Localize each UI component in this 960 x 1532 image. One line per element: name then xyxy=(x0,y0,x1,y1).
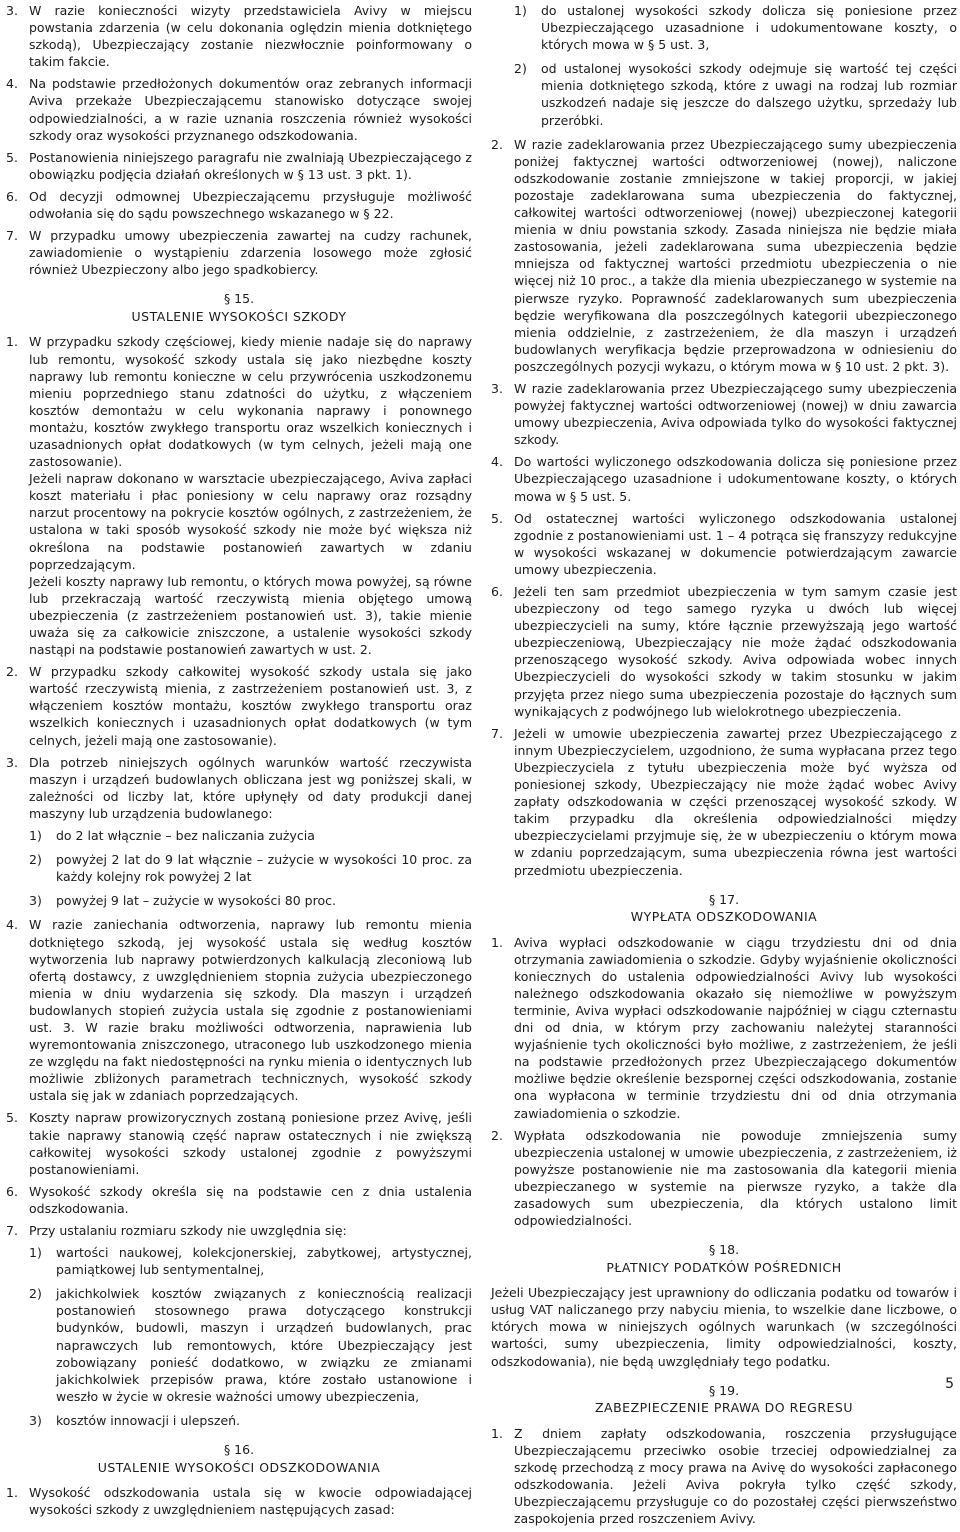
section-heading xyxy=(491,1241,957,1276)
item-text: Jeżeli ten sam przedmiot ubezpieczenia w tym samym czasie jest ubezpieczony od tego samego ryzyka u dwóch lub więcej ubezpieczycieli na sumy, które łącznie przewyższają jego wartość ubezpieczeniową, Ubezpieczający nie może żądać odszkodowania przenoszącego wysokość szkody. Aviva odpowiada wobec innych Ubezpieczycieli do wysokości szkody w takim stosunku w jakim przyjęta przez niego suma ubezpieczenia pozostaje do łącznych sum wynikających z podwójnego lub wielokrotnego ubezpieczenia. xyxy=(514,584,957,719)
item-number: 2) xyxy=(29,1286,42,1302)
item-text: Postanowienia niniejszego paragrafu nie zwalniają Ubezpieczającego z obowiązku podjęcia działań określonych w § 13 ust. 3 pkt. 1). xyxy=(29,149,472,182)
numbered-paragraph xyxy=(6,227,472,278)
numbered-paragraph xyxy=(491,380,957,448)
numbered-paragraph xyxy=(491,1425,957,1528)
item-text: do 2 lat włącznie – bez naliczania zużycia xyxy=(56,828,315,844)
item-text: powyżej 2 lat do 9 lat włącznie – zużycie w wysokości 10 proc. za każdy kolejny rok powyżej 2 lat xyxy=(56,852,472,885)
page-number: 5 xyxy=(945,1376,954,1392)
numbered-paragraph xyxy=(6,2,472,70)
paragraph-text: Jeżeli koszty naprawy lub remontu, o których mowa powyżej, są równe lub przekraczają wartość rzeczywistą mienia objętego umową ubezpieczenia (z zastrzeżeniem postanowień ust. 3), takie mienie uważa się za całkowicie zniszczone, a ustalenie wysokości szkody nastąpi na podstawie postanowień zawartych w ust. 2. xyxy=(29,573,472,658)
item-text: W przypadku umowy ubezpieczenia zawartej na cudzy rachunek, zawiadomienie o wystąpieniu zdarzenia losowego może zgłosić również Ubezpieczony albo jego spadkobiercy. xyxy=(29,228,472,278)
item-number: 2. xyxy=(6,664,18,680)
item-text: jakichkolwiek kosztów związanych z koniecznością realizacji postanowień stosownego prawa dotyczącego konstrukcji budynków, budowli, maszyn i urządzeń budowlanych, prac naprawczych lub remontowych, które Ubezpieczający jest zobowiązany ponieść dodatkowo, w związku ze zmianami jakichkolwiek przepisów prawa, które zostało ustanowione i weszło w życie w okresie ważności umowy ubezpieczenia, xyxy=(56,1286,472,1404)
item-text: Wysokość szkody określa się na podstawie cen z dnia ustalenia odszkodowania. xyxy=(29,1183,472,1216)
numbered-paragraph xyxy=(6,1183,472,1217)
item-number: 1) xyxy=(29,828,42,844)
sub-list-item xyxy=(6,1244,472,1278)
left-column xyxy=(6,2,472,1523)
paragraph-text: Jeżeli Ubezpieczający jest uprawniony do odliczania podatku od towarów i usług VAT naliczanego przy nabyciu mienia, to wszelkie dane liczbowe, o których mowa w niniejszych ogólnych warunkach (w szczególności wartości, sumy ubezpieczenia, limity odpowiedzialności, koszty, odszkodowania), nie będą uwzględniały tego podatku. xyxy=(491,1285,957,1369)
paragraph-text: Jeżeli napraw dokonano w warsztacie ubezpieczającego, Aviva zapłaci koszt materiału i płac poniesiony w celu naprawy oraz rozsądny narzut procentowy na pokrycie kosztów ogólnych, z zastrzeżeniem, że ustalona w taki sposób wysokość szkody nie może być większa niż określona na podstawie postanowień zawartych w zdaniu poprzedzającym. xyxy=(29,471,472,572)
item-number: 1. xyxy=(491,934,503,950)
item-text: Wysokość odszkodowania ustala się w kwocie odpowiadającej wysokości szkody z uwzględnieniem następujących zasad: xyxy=(29,1485,472,1518)
numbered-paragraph xyxy=(6,754,472,822)
sub-list-item xyxy=(6,827,472,844)
item-number: 1) xyxy=(29,1245,42,1261)
numbered-paragraph xyxy=(6,1222,472,1239)
numbered-paragraph xyxy=(491,1127,957,1230)
section-heading xyxy=(6,290,472,325)
item-text: powyżej 9 lat – zużycie w wysokości 80 proc. xyxy=(56,893,336,909)
section-title: ZABEZPIECZENIE PRAWA DO REGRESU xyxy=(594,1400,854,1416)
item-text: Koszty napraw prowizorycznych zostaną poniesione przez Avivę, jeśli takie naprawy stanowią część napraw ostatecznych i nie zwiększą całkowitej wysokości szkody ustalonej zgodnie z powyższymi postanowieniami. xyxy=(29,1110,472,1177)
sub-list-item xyxy=(6,851,472,885)
numbered-paragraph xyxy=(6,333,472,470)
item-number: 7. xyxy=(6,228,18,244)
item-number: 2) xyxy=(514,61,527,77)
sub-list-item xyxy=(6,1412,472,1429)
item-number: 3. xyxy=(491,380,503,396)
numbered-paragraph xyxy=(491,136,957,375)
item-text: Dla potrzeb niniejszych ogólnych warunków wartość rzeczywista maszyn i urządzeń budowlanych obliczana jest wg poniższej skali, w zależności od liczby lat, które upłynęły od daty produkcji danej maszyny lub urządzenia budowlanego: xyxy=(29,754,472,821)
numbered-paragraph xyxy=(491,934,957,1122)
item-number: 1. xyxy=(491,1425,503,1441)
item-number: 6. xyxy=(6,188,18,204)
item-number: 7. xyxy=(491,725,503,741)
section-heading xyxy=(6,1441,472,1476)
item-number: 2. xyxy=(491,136,503,152)
numbered-paragraph xyxy=(6,149,472,183)
item-number: 6. xyxy=(491,584,503,599)
item-text: W razie zaniechania odtworzenia, naprawy lub remontu mienia dotkniętego szkodą, jej wysokość ustala się według kosztów wytworzenia lub naprawy potwierdzonych kalkulacją zleconiową lub ofertą dostawcy, z uwzględnieniem stopnia zużycia ubezpieczonego mienia w dniu wydarzenia się szkody. Dla maszyn i urządzeń budowlanych stopień zużycia ustala się zgodnie z postanowieniami ust. 3. W razie braku możliwości odtworzenia, naprawienia lub wyremontowania zniszczonego, utraconego lub uszkodzonego mienia ze względu na fakt niedostępności na rynku mienia o identycznych lub możliwie zbliżonych parametrach technicznych, wysokość szkody ustala się jak w zdaniach poprzedzających. xyxy=(29,917,472,1104)
item-text: Od ostatecznej wartości wyliczonego odszkodowania ustalonej zgodnie z postanowieniami ust. 1 – 4 potrąca się franszyzy redukcyjne w wysokości wskazanej w dokumencie potwierdzającym zawarcie umowy ubezpieczenia. xyxy=(514,510,957,577)
numbered-paragraph xyxy=(6,1484,472,1518)
section-title: USTALENIE WYSOKOŚCI SZKODY xyxy=(131,308,347,324)
numbered-paragraph xyxy=(491,510,957,578)
item-number: 5. xyxy=(6,149,18,165)
item-number: 7. xyxy=(6,1223,18,1238)
numbered-paragraph xyxy=(491,725,957,879)
item-number: 1. xyxy=(6,1485,18,1501)
section-number: § 19. xyxy=(708,1382,740,1398)
item-text: W razie zadeklarowania przez Ubezpieczającego sumy ubezpieczenia powyżej faktycznej wartości odtworzeniowej (nowej) w dniu zawarcia umowy ubezpieczenia, Aviva odpowiada tylko do wysokości faktycznej szkody. xyxy=(514,380,957,448)
section-title: WYPŁATA ODSZKODOWANIA xyxy=(630,909,818,925)
sub-list-item xyxy=(491,60,957,128)
item-text: do ustalonej wysokości szkody dolicza się poniesione przez Ubezpieczającego uzasadnione i udokumentowane koszty, o których mowa w § 5 ust. 3, xyxy=(541,3,957,53)
item-number: 5. xyxy=(491,510,503,526)
section-heading xyxy=(491,891,957,926)
item-number: 4. xyxy=(6,76,18,92)
numbered-paragraph xyxy=(491,583,957,720)
numbered-paragraph xyxy=(6,75,472,143)
item-number: 6. xyxy=(6,1183,18,1199)
item-number: 4. xyxy=(6,917,18,933)
item-text: Na podstawie przedłożonych dokumentów oraz zebranych informacji Aviva przekaże Ubezpieczającemu stanowisko dotyczące swojej odpowiedzialności, a w razie uznania roszczenia również wysokości szkody oraz wysokości przyznanego odszkodowania. xyxy=(29,76,472,143)
item-number: 5. xyxy=(6,1110,18,1126)
item-text: Jeżeli w umowie ubezpieczenia zawartej przez Ubezpieczającego z innym Ubezpieczycielem, uzgodniono, że suma wypłacana przez tego Ubezpieczyciela z tytułu ubezpieczenia może być wyższa od poniesionej szkody, Ubezpieczający nie może żądać wobec Avivy zapłaty odszkodowania w części przenoszącej wysokość szkody. W takim przypadku dla określenia odpowiedzialności między ubezpieczycielami przyjmuje się, że w ubezpieczeniu o którym mowa w zdaniu poprzedzającym, suma ubezpieczenia równa jest wartości przedmiotu ubezpieczenia. xyxy=(514,725,957,878)
numbered-paragraph xyxy=(6,188,472,222)
section-title: USTALENIE WYSOKOŚCI ODSZKODOWANIA xyxy=(97,1459,381,1475)
numbered-paragraph xyxy=(6,1109,472,1177)
item-number: 3. xyxy=(6,3,18,18)
item-text: W przypadku szkody częściowej, kiedy mienie nadaje się do naprawy lub remontu, wysokość szkody ustala się jako niezbędne koszty naprawy lub remontu konieczne w celu przywrócenia uszkodzonemu mieniu poprzedniego stanu zdatności do użytku, z włączeniem kosztów demontażu w celu wykonania naprawy i ponownego montażu, kosztów zwykłego transportu oraz wszelkich koniecznych i uzasadnionych opłat dodatkowych (w tym celnych, jeżeli mają one zastosowanie). xyxy=(29,334,472,470)
section-number: § 15. xyxy=(223,291,255,307)
item-number: 4. xyxy=(491,454,503,470)
item-number: 2. xyxy=(491,1127,503,1143)
item-number: 1. xyxy=(6,334,18,350)
item-number: 3) xyxy=(29,893,42,909)
section-heading xyxy=(491,1382,957,1417)
item-text: Przy ustalaniu rozmiaru szkody nie uwzględnia się: xyxy=(29,1223,347,1238)
item-number: 2) xyxy=(29,852,42,868)
item-text: Od decyzji odmownej Ubezpieczającemu przysługuje możliwość odwołania się do sądu powszechnego wskazanego w § 22. xyxy=(29,188,472,222)
item-number: 3. xyxy=(6,754,18,770)
numbered-paragraph xyxy=(491,453,957,504)
item-text: Aviva wypłaci odszkodowanie w ciągu trzydziestu dni od dnia otrzymania zawiadomienia o szkodzie. Gdyby wyjaśnienie okoliczności koniecznych do ustalenia odpowiedzialności Avivy lub wysokości należnego odszkodowania okazało się niemożliwe w powyższym terminie, Aviva wypłaci odszkodowanie najpóźniej w ciągu czternastu dni od dnia, w którym przy zachowaniu należytej staranności wyjaśnienie tych okoliczności było możliwe, z zastrzeżeniem, że jeśli na podstawie przedłożonych przez Ubezpieczającego dokumentów możliwe będzie określenie bezspornej części odszkodowania, zostanie ona wypłacona w terminie trzydziestu dni od dnia otrzymania zawiadomienia o szkodzie. xyxy=(514,934,957,1121)
sub-list-item xyxy=(491,2,957,53)
sub-list-item xyxy=(6,1285,472,1405)
section-title: PŁATNICY PODATKÓW POŚREDNICH xyxy=(606,1259,842,1275)
section-number: § 18. xyxy=(708,1242,740,1258)
item-text: Wypłata odszkodowania nie powoduje zmniejszenia sumy ubezpieczenia ustalonej w umowie ubezpieczenia, z zastrzeżeniem, iż powyższe postanowienie nie ma zastosowania dla kategorii mienia ubezpieczanego w systemie na pierwsze ryzyko, a także dla zasadowych sum ubezpieczenia, dla których ustalono limit odpowiedzialności. xyxy=(514,1127,957,1229)
sub-list-item xyxy=(6,892,472,909)
item-text: W razie konieczności wizyty przedstawiciela Avivy w miejscu powstania zdarzenia (w celu dokonania oględzin mienia dotkniętego szkodą), Ubezpieczający zostanie niezwłocznie poinformowany o takim fakcie. xyxy=(29,3,472,70)
item-text: W razie zadeklarowania przez Ubezpieczającego sumy ubezpieczenia poniżej faktycznej wartości odtworzeniowej (nowej), naliczone odszkodowanie zostanie zmniejszone w takiej proporcji, w jakiej pozostaje zadeklarowana suma ubezpieczenia do faktycznej, całkowitej wartości odtworzeniowej (nowej) ubezpieczonej kategorii mienia w dniu powstania szkody. Zasada niniejsza nie będzie miała zastosowania, jeżeli zadeklarowana suma ubezpieczenia będzie mniejsza od faktycznej wartości przedmiotu ubezpieczenia o nie więcej niż 10 proc., a także dla mienia ubezpieczanego w systemie na pierwsze ryzyko. Poprawność zadeklarowanych sum ubezpieczenia będzie weryfikowana dla poszczególnych kategorii ubezpieczonego mienia oddzielnie, z zastrzeżeniem, że dla maszyn i urządzeń budowlanych weryfikacja będzie przeprowadzona w odniesieniu do poszczególnych pozycji wykazu, o którym mowa w § 10 ust. 2 pkt. 3). xyxy=(514,136,957,374)
numbered-paragraph xyxy=(6,663,472,748)
item-text: W przypadku szkody całkowitej wysokość szkody ustala się jako wartość rzeczywistą mienia, z zastrzeżeniem postanowień ust. 3, z włączeniem kosztów montażu, kosztów zwykłego transportu oraz wszelkich koniecznych i uzasadnionych opłat dodatkowych (w tym celnych, jeżeli mają one zastosowanie). xyxy=(29,664,472,748)
item-text: kosztów innowacji i ulepszeń. xyxy=(56,1412,241,1428)
section-number: § 16. xyxy=(223,1442,255,1458)
item-text: wartości naukowej, kolekcjonerskiej, zabytkowej, artystycznej, pamiątkowej lub sentymentalnej, xyxy=(56,1245,472,1278)
item-number: 3) xyxy=(29,1412,42,1428)
numbered-paragraph xyxy=(6,916,472,1104)
right-column xyxy=(491,2,957,1532)
section-number: § 17. xyxy=(708,891,740,907)
item-text: Do wartości wyliczonego odszkodowania dolicza się poniesione przez Ubezpieczającego uzasadnione i udokumentowane koszty, o których mowa w § 5 ust. 5. xyxy=(514,454,957,504)
item-text: Z dniem zapłaty odszkodowania, roszczenia przysługujące Ubezpieczającemu przeciwko osobie trzeciej odpowiedzialnej za szkodę przechodzą z mocy prawa na Avivę do wysokości zapłaconego odszkodowania. Jeżeli Aviva pokryła tylko część szkody, Ubezpieczającemu przysługuje co do pozostałej części pierwszeństwo zaspokojenia przed roszczeniem Avivy. xyxy=(514,1425,957,1527)
item-number: 1) xyxy=(514,3,527,18)
item-text: od ustalonej wysokości szkody odejmuje się wartość tej części mienia dotkniętego szkodą, które z uwagi na rodzaj lub rozmiar uszkodzeń nadaje się jeszcze do dalszego użytku, sprzedaży lub przeróbki. xyxy=(541,61,957,128)
